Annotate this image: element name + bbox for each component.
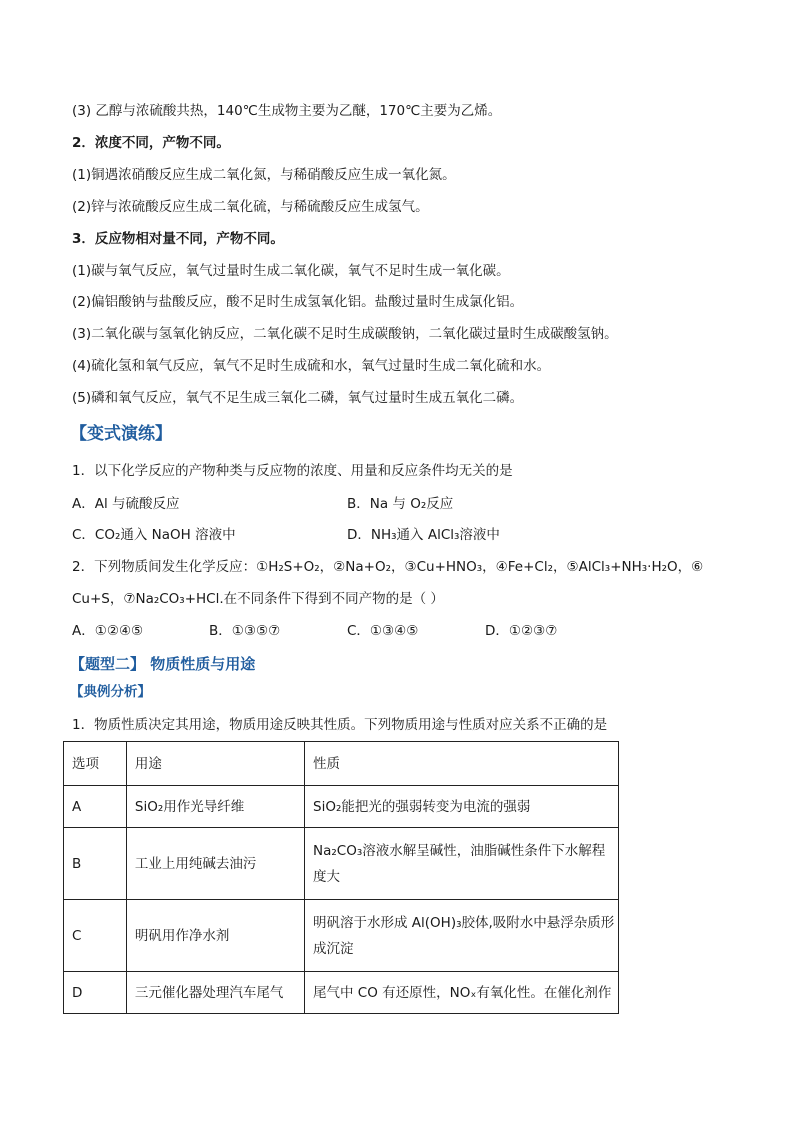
- option-c: C．①③④⑤: [347, 623, 419, 639]
- table-cell-use: SiO₂用作光导纤维: [126, 786, 304, 828]
- table-cell-use: 工业上用纯碱去油污: [126, 828, 304, 900]
- option-c: C．CO₂通入 NaOH 溶液中: [72, 527, 236, 543]
- text-line: (4)硫化氢和氧气反应，氧气不足时生成硫和水，氧气过量时生成二氧化硫和水。: [72, 358, 551, 374]
- text-line: (2)锌与浓硫酸反应生成二氧化硫，与稀硫酸反应生成氢气。: [72, 199, 429, 215]
- table-cell-option: D: [64, 972, 127, 1014]
- table-cell-option: A: [64, 786, 127, 828]
- text-line: (1)碳与氧气反应，氧气过量时生成二氧化碳，氧气不足时生成一氧化碳。: [72, 263, 510, 279]
- property-use-table: [63, 741, 619, 1014]
- type-heading: 【题型二】 物质性质与用途: [70, 655, 256, 673]
- question-stem-cont: Cu+S，⑦Na₂CO₃+HCl.在不同条件下得到不同产物的是（ ）: [72, 591, 444, 607]
- text-line: (3) 乙醇与浓硫酸共热，140℃生成物主要为乙醚，170℃主要为乙烯。: [72, 103, 502, 119]
- text-line: (1)铜遇浓硝酸反应生成二氧化氮，与稀硝酸反应生成一氧化氮。: [72, 167, 456, 183]
- table-cell-property: 尾气中 CO 有还原性，NOₓ有氧化性。在催化剂作: [305, 972, 619, 1014]
- table-row: [64, 972, 619, 1014]
- option-d: D．NH₃通入 AlCl₃溶液中: [347, 527, 500, 543]
- table-row: [64, 786, 619, 828]
- text-line: (2)偏铝酸钠与盐酸反应，酸不足时生成氢氧化铝。盐酸过量时生成氯化铝。: [72, 294, 524, 310]
- table-header-row: [64, 742, 619, 786]
- table-header: 选项: [64, 742, 127, 786]
- question-stem: 1．物质性质决定其用途，物质用途反映其性质。下列物质用途与性质对应关系不正确的是: [72, 717, 608, 733]
- table-cell-use: 三元催化器处理汽车尾气: [126, 972, 304, 1014]
- option-a: A．Al 与硫酸反应: [72, 496, 180, 512]
- table-cell-option: C: [64, 900, 127, 972]
- table-cell-use: 明矾用作净水剂: [126, 900, 304, 972]
- option-a: A．①②④⑤: [72, 623, 144, 639]
- table-header: 用途: [126, 742, 304, 786]
- question-stem: 1．以下化学反应的产物种类与反应物的浓度、用量和反应条件均无关的是: [72, 463, 513, 479]
- variant-heading: 【变式演练】: [70, 424, 172, 444]
- option-b: B．Na 与 O₂反应: [347, 496, 454, 512]
- section-heading: 3．反应物相对量不同，产物不同。: [72, 231, 284, 247]
- table-row: [64, 900, 619, 972]
- example-heading: 【典例分析】: [70, 684, 151, 700]
- text-line: (3)二氧化碳与氢氧化钠反应，二氧化碳不足时生成碳酸钠，二氧化碳过量时生成碳酸氢钠。: [72, 326, 618, 342]
- table-cell-property: Na₂CO₃溶液水解呈碱性，油脂碱性条件下水解程度大: [305, 828, 619, 900]
- text-line: (5)磷和氧气反应，氧气不足生成三氧化二磷，氧气过量时生成五氧化二磷。: [72, 390, 524, 406]
- table-cell-property: SiO₂能把光的强弱转变为电流的强弱: [305, 786, 619, 828]
- option-d: D．①②③⑦: [485, 623, 558, 639]
- table-header: 性质: [305, 742, 619, 786]
- section-heading: 2．浓度不同，产物不同。: [72, 135, 230, 151]
- option-b: B．①③⑤⑦: [209, 623, 281, 639]
- table-cell-option: B: [64, 828, 127, 900]
- table-cell-property: 明矾溶于水形成 Al(OH)₃胶体,吸附水中悬浮杂质形成沉淀: [305, 900, 619, 972]
- table-row: [64, 828, 619, 900]
- question-stem: 2．下列物质间发生化学反应：①H₂S+O₂，②Na+O₂，③Cu+HNO₃，④Fe+Cl₂，⑤AlCl₃+NH₃·H₂O，⑥: [72, 559, 704, 575]
